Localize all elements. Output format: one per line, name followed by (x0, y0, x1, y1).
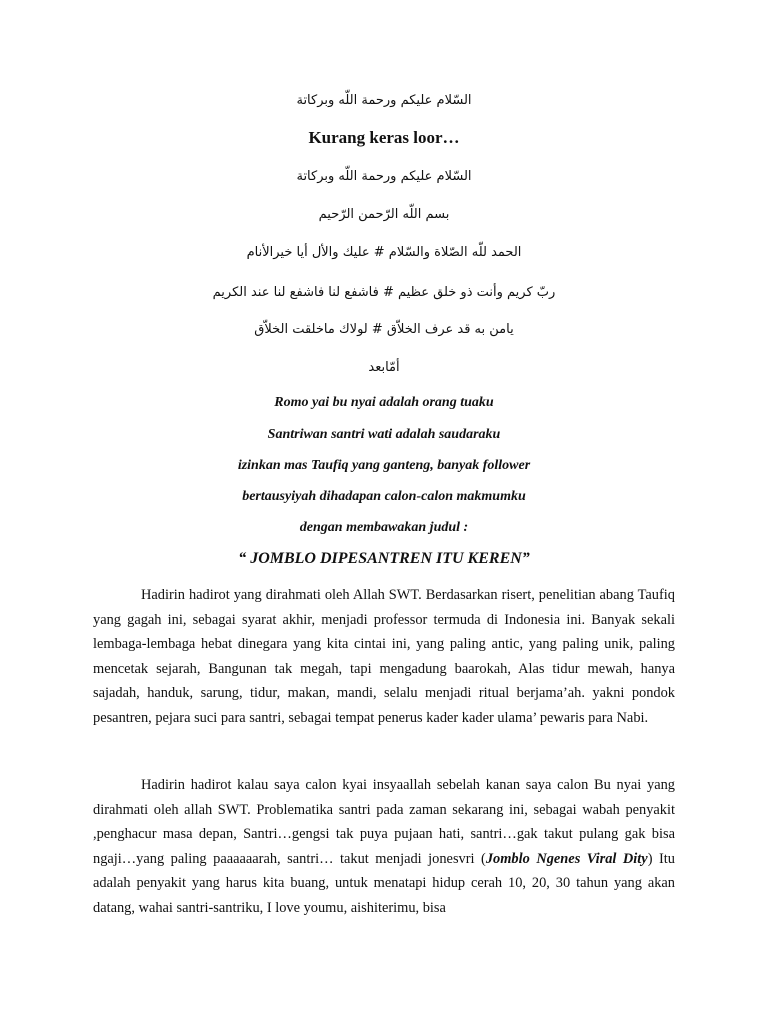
paragraph-1: Hadirin hadirot yang dirahmati oleh Allah SWT. Berdasarkan risert, penelitian abang Taufiq yang gagah ini, sebagai syarat akhir, menjadi professor termuda di Indonesia ini. Banyak sekali lembaga-lembaga hebat dinegara yang kita cintai ini, yang paling antic, yang paling unik, paling mencetak sejarah, Bangunan tak megah, tapi mengadung baarokah, Alas tidur mewah, hanya sajadah, handuk, sarung, tidur, makan, mandi, selalu menjadi ritual berjama’ah. yakni pondok pesantren, pejara suci para santri, sebagai tempat penerus kader kader ulama’ pewaris para Nabi. (93, 587, 675, 726)
poem-line-1: ربّ كريم وأنت ذو خلق عظيم # فاشفع لنا فاشفع لنا عند الكريم (212, 285, 556, 300)
salam-greeting-second: السّلام عليكم ورحمة اللّه وبركاتة (296, 169, 472, 184)
intro-line-1: Romo yai bu nyai adalah orang tuaku (274, 395, 494, 410)
hamdalah-line: الحمد للّه الصّلاة والسّلام # عليك والأل أيا خيرالأنام (246, 245, 522, 260)
paragraph-2 (93, 773, 675, 921)
intro-line-2: Santriwan santri wati adalah saudaraku (267, 427, 501, 442)
salam-greeting-top: السّلام عليكم ورحمة اللّه وبركاتة (296, 93, 472, 108)
intro-line-3: izinkan mas Taufiq yang ganteng, banyak follower (237, 458, 531, 473)
paragraph-2-text-start: Hadirin hadirot kalau saya calon kyai insyaallah sebelah kanan saya calon Bu nyai yang dirahmati oleh allah SWT. Problematika santri pada zaman sekarang ini, sebagai wabah penyakit ,penghacur masa depan, Santri…gengsi tak puya pujaan hati, santri…gak takut pulang gak bisa ngaji…yang paling paaaaaarah, santri… takut menjadi jonesvri ( (93, 777, 675, 867)
paragraph-2-text-end: ) Itu adalah penyakit yang harus kita buang, untuk menatapi hidup cerah 10, 20, 30 tahun yang akan datang, wahai santri-santriku, I love youmu, aishiterimu, bisa (93, 850, 675, 916)
speech-heading: Kurang keras loor… (308, 128, 460, 147)
amma-badu-line: أمّابعد (368, 360, 400, 375)
speech-title: “ JOMBLO DIPESANTREN ITU KEREN” (238, 550, 530, 567)
intro-line-5: dengan membawakan judul : (299, 520, 469, 535)
poem-line-2: يامن به قد عرف الخلاّق # لولاك ماخلقت الخلاّق (254, 322, 514, 337)
paragraph-2-bold-term: Jomblo Ngenes Viral Dity (485, 850, 648, 867)
intro-line-4: bertausyiyah dihadapan calon-calon makmumku (242, 489, 526, 504)
basmalah-line: بسم اللّه الرّحمن الرّحيم (318, 207, 450, 222)
